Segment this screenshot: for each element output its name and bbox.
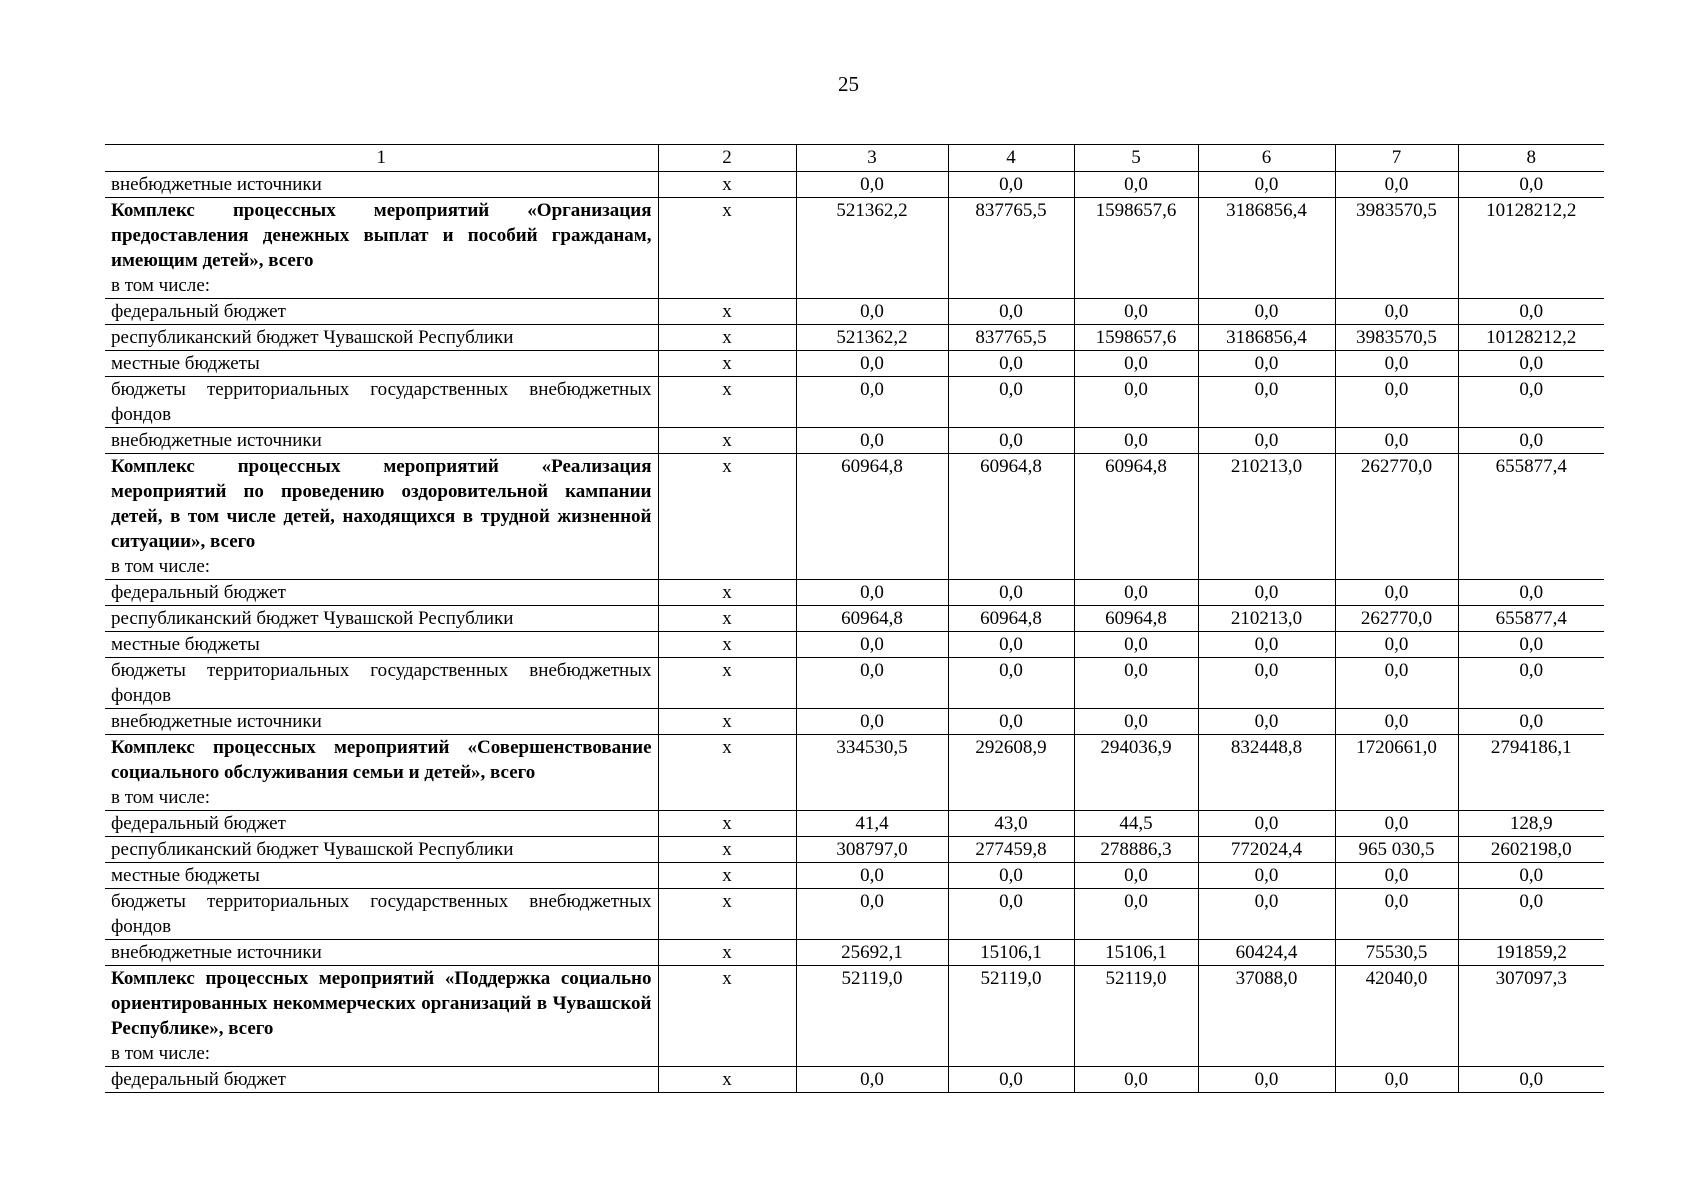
table-row [105,580,1604,606]
amount-cell: 0,0 [1198,889,1335,940]
amount-cell: 52119,0 [948,966,1074,1067]
table-row [105,966,1604,1067]
amount-cell: 521362,2 [796,198,948,299]
table-row [105,863,1604,889]
amount-cell: 0,0 [796,709,948,735]
amount-cell: 0,0 [796,428,948,454]
budget-table [105,144,1604,1093]
amount-cell: 0,0 [1074,863,1198,889]
row-label: внебюджетные источники [111,430,322,451]
amount-cell: 60964,8 [948,454,1074,580]
source-name-cell [105,632,658,658]
amount-cell: 191859,2 [1458,940,1604,966]
amount-cell: 0,0 [1198,299,1335,325]
amount-cell: 0,0 [1335,632,1458,658]
amount-cell: 0,0 [1335,889,1458,940]
row-label: федеральный бюджет [111,582,286,603]
column-number-1: 1 [105,145,658,172]
amount-cell: 0,0 [948,1067,1074,1093]
column-number-6: 6 [1198,145,1335,172]
amount-cell: 294036,9 [1074,735,1198,811]
row-label: местные бюджеты [111,634,260,655]
x-marker-cell: х [658,966,796,1067]
amount-cell: 210213,0 [1198,454,1335,580]
amount-cell: 0,0 [1335,863,1458,889]
amount-cell: 60964,8 [796,606,948,632]
row-sublabel: в том числе: [111,556,211,577]
amount-cell: 277459,8 [948,837,1074,863]
amount-cell: 0,0 [948,351,1074,377]
amount-cell: 210213,0 [1198,606,1335,632]
amount-cell: 0,0 [1458,632,1604,658]
amount-cell: 25692,1 [796,940,948,966]
x-marker-cell: х [658,377,796,428]
amount-cell: 0,0 [1198,632,1335,658]
x-marker-cell: х [658,863,796,889]
x-marker-cell: х [658,632,796,658]
amount-cell: 0,0 [948,580,1074,606]
amount-cell: 521362,2 [796,325,948,351]
amount-cell: 0,0 [1458,863,1604,889]
table-row [105,377,1604,428]
amount-cell: 0,0 [948,428,1074,454]
row-label: Комплекс процессных мероприятий «Совершенствование социального обслуживания семьи и детей», всего [111,737,652,783]
amount-cell: 43,0 [948,811,1074,837]
row-label: внебюджетные источники [111,711,322,732]
row-label: внебюджетные источники [111,174,322,195]
amount-cell: 307097,3 [1458,966,1604,1067]
x-marker-cell: х [658,940,796,966]
row-label: федеральный бюджет [111,813,286,834]
amount-cell: 0,0 [1198,658,1335,709]
row-sublabel: в том числе: [111,1043,211,1064]
amount-cell: 0,0 [796,377,948,428]
table-row [105,1067,1604,1093]
amount-cell: 772024,4 [1198,837,1335,863]
amount-cell: 0,0 [796,658,948,709]
amount-cell: 60964,8 [1074,454,1198,580]
row-label: бюджеты территориальных государственных внебюджетных фондов [111,891,652,937]
amount-cell: 0,0 [1074,1067,1198,1093]
amount-cell: 128,9 [1458,811,1604,837]
row-label: республиканский бюджет Чувашской Республики [111,839,514,860]
amount-cell: 1720661,0 [1335,735,1458,811]
amount-cell: 0,0 [948,299,1074,325]
amount-cell: 3983570,5 [1335,325,1458,351]
amount-cell: 15106,1 [948,940,1074,966]
amount-cell: 0,0 [1458,1067,1604,1093]
row-label: республиканский бюджет Чувашской Республики [111,327,514,348]
amount-cell: 0,0 [1335,351,1458,377]
x-marker-cell: х [658,299,796,325]
row-label: Комплекс процессных мероприятий «Организация предоставления денежных выплат и пособий гражданам, имеющим детей», всего [111,200,652,271]
amount-cell: 0,0 [1074,172,1198,198]
amount-cell: 10128212,2 [1458,325,1604,351]
x-marker-cell: х [658,735,796,811]
source-name-cell [105,1067,658,1093]
amount-cell: 308797,0 [796,837,948,863]
amount-cell: 0,0 [796,580,948,606]
amount-cell: 0,0 [1458,299,1604,325]
amount-cell: 0,0 [1074,580,1198,606]
program-name-cell [105,735,658,811]
amount-cell: 0,0 [1074,632,1198,658]
amount-cell: 0,0 [1458,172,1604,198]
source-name-cell [105,863,658,889]
column-number-3: 3 [796,145,948,172]
table-row [105,428,1604,454]
x-marker-cell: х [658,889,796,940]
amount-cell: 0,0 [1074,658,1198,709]
source-name-cell [105,811,658,837]
amount-cell: 60964,8 [796,454,948,580]
amount-cell: 0,0 [1074,709,1198,735]
table-row [105,940,1604,966]
header-row [105,145,1604,172]
source-name-cell [105,580,658,606]
source-name-cell [105,889,658,940]
table-header [105,145,1604,172]
amount-cell: 0,0 [796,299,948,325]
amount-cell: 0,0 [948,377,1074,428]
amount-cell: 0,0 [1335,428,1458,454]
amount-cell: 0,0 [796,1067,948,1093]
amount-cell: 0,0 [1335,811,1458,837]
amount-cell: 60964,8 [948,606,1074,632]
amount-cell: 0,0 [1458,351,1604,377]
table-row [105,889,1604,940]
amount-cell: 1598657,6 [1074,325,1198,351]
amount-cell: 0,0 [1458,377,1604,428]
amount-cell: 2794186,1 [1458,735,1604,811]
amount-cell: 0,0 [948,709,1074,735]
row-label: внебюджетные источники [111,942,322,963]
amount-cell: 0,0 [1074,889,1198,940]
table-row [105,454,1604,580]
amount-cell: 292608,9 [948,735,1074,811]
amount-cell: 0,0 [1074,377,1198,428]
table-row [105,606,1604,632]
amount-cell: 0,0 [948,863,1074,889]
x-marker-cell: х [658,454,796,580]
program-name-cell [105,198,658,299]
amount-cell: 0,0 [796,889,948,940]
table-row [105,837,1604,863]
amount-cell: 0,0 [1074,428,1198,454]
amount-cell: 0,0 [948,172,1074,198]
table-row [105,351,1604,377]
x-marker-cell: х [658,198,796,299]
amount-cell: 262770,0 [1335,606,1458,632]
row-label: бюджеты территориальных государственных внебюджетных фондов [111,660,652,706]
amount-cell: 0,0 [1458,428,1604,454]
table-row [105,632,1604,658]
amount-cell: 0,0 [1335,299,1458,325]
row-label: Комплекс процессных мероприятий «Поддержка социально ориентированных некоммерческих организаций в Чувашской Республике», всего [111,968,652,1039]
row-label: местные бюджеты [111,353,260,374]
column-number-2: 2 [658,145,796,172]
amount-cell: 2602198,0 [1458,837,1604,863]
amount-cell: 0,0 [1198,351,1335,377]
program-name-cell [105,454,658,580]
amount-cell: 0,0 [1198,1067,1335,1093]
table-row [105,325,1604,351]
amount-cell: 52119,0 [796,966,948,1067]
amount-cell: 10128212,2 [1458,198,1604,299]
amount-cell: 0,0 [1335,658,1458,709]
source-name-cell [105,837,658,863]
amount-cell: 0,0 [948,632,1074,658]
amount-cell: 60964,8 [1074,606,1198,632]
amount-cell: 0,0 [1458,658,1604,709]
source-name-cell [105,377,658,428]
column-number-8: 8 [1458,145,1604,172]
amount-cell: 0,0 [1458,580,1604,606]
amount-cell: 42040,0 [1335,966,1458,1067]
amount-cell: 0,0 [1458,709,1604,735]
row-sublabel: в том числе: [111,787,211,808]
source-name-cell [105,709,658,735]
amount-cell: 655877,4 [1458,454,1604,580]
x-marker-cell: х [658,658,796,709]
x-marker-cell: х [658,837,796,863]
source-name-cell [105,658,658,709]
amount-cell: 60424,4 [1198,940,1335,966]
row-label: федеральный бюджет [111,1069,286,1090]
amount-cell: 0,0 [1335,172,1458,198]
column-number-7: 7 [1335,145,1458,172]
amount-cell: 0,0 [796,863,948,889]
amount-cell: 0,0 [1198,377,1335,428]
x-marker-cell: х [658,172,796,198]
amount-cell: 0,0 [1198,811,1335,837]
amount-cell: 837765,5 [948,325,1074,351]
amount-cell: 52119,0 [1074,966,1198,1067]
table-row [105,198,1604,299]
x-marker-cell: х [658,811,796,837]
amount-cell: 0,0 [1198,863,1335,889]
table-row [105,172,1604,198]
amount-cell: 0,0 [1198,580,1335,606]
amount-cell: 1598657,6 [1074,198,1198,299]
amount-cell: 15106,1 [1074,940,1198,966]
source-name-cell [105,325,658,351]
table-row [105,735,1604,811]
amount-cell: 965 030,5 [1335,837,1458,863]
amount-cell: 837765,5 [948,198,1074,299]
amount-cell: 41,4 [796,811,948,837]
table-row [105,811,1604,837]
amount-cell: 0,0 [796,172,948,198]
page-number: 25 [838,72,859,96]
column-number-5: 5 [1074,145,1198,172]
source-name-cell [105,940,658,966]
row-label: республиканский бюджет Чувашской Республики [111,608,514,629]
source-name-cell [105,172,658,198]
x-marker-cell: х [658,606,796,632]
amount-cell: 3186856,4 [1198,325,1335,351]
x-marker-cell: х [658,351,796,377]
row-label: бюджеты территориальных государственных внебюджетных фондов [111,379,652,425]
table-row [105,299,1604,325]
x-marker-cell: х [658,428,796,454]
source-name-cell [105,351,658,377]
amount-cell: 3186856,4 [1198,198,1335,299]
row-label: Комплекс процессных мероприятий «Реализация мероприятий по проведению оздоровительной кампании детей, в том числе детей, находящихся в трудной жизненной ситуации», всего [111,456,652,552]
source-name-cell [105,606,658,632]
x-marker-cell: х [658,1067,796,1093]
row-label: местные бюджеты [111,865,260,886]
amount-cell: 0,0 [1335,709,1458,735]
amount-cell: 37088,0 [1198,966,1335,1067]
amount-cell: 0,0 [948,889,1074,940]
x-marker-cell: х [658,325,796,351]
amount-cell: 0,0 [1335,377,1458,428]
amount-cell: 0,0 [1198,172,1335,198]
table-row [105,709,1604,735]
table-row [105,658,1604,709]
amount-cell: 0,0 [1074,351,1198,377]
amount-cell: 3983570,5 [1335,198,1458,299]
amount-cell: 262770,0 [1335,454,1458,580]
column-number-4: 4 [948,145,1074,172]
row-label: федеральный бюджет [111,301,286,322]
source-name-cell [105,428,658,454]
amount-cell: 0,0 [796,351,948,377]
amount-cell: 0,0 [1335,580,1458,606]
amount-cell: 0,0 [1074,299,1198,325]
amount-cell: 832448,8 [1198,735,1335,811]
amount-cell: 0,0 [1458,889,1604,940]
amount-cell: 0,0 [1198,709,1335,735]
amount-cell: 44,5 [1074,811,1198,837]
amount-cell: 0,0 [1335,1067,1458,1093]
amount-cell: 0,0 [796,632,948,658]
row-sublabel: в том числе: [111,275,211,296]
table-body [105,172,1604,1093]
x-marker-cell: х [658,709,796,735]
amount-cell: 334530,5 [796,735,948,811]
amount-cell: 655877,4 [1458,606,1604,632]
amount-cell: 0,0 [1198,428,1335,454]
program-name-cell [105,966,658,1067]
source-name-cell [105,299,658,325]
amount-cell: 0,0 [948,658,1074,709]
x-marker-cell: х [658,580,796,606]
amount-cell: 75530,5 [1335,940,1458,966]
amount-cell: 278886,3 [1074,837,1198,863]
